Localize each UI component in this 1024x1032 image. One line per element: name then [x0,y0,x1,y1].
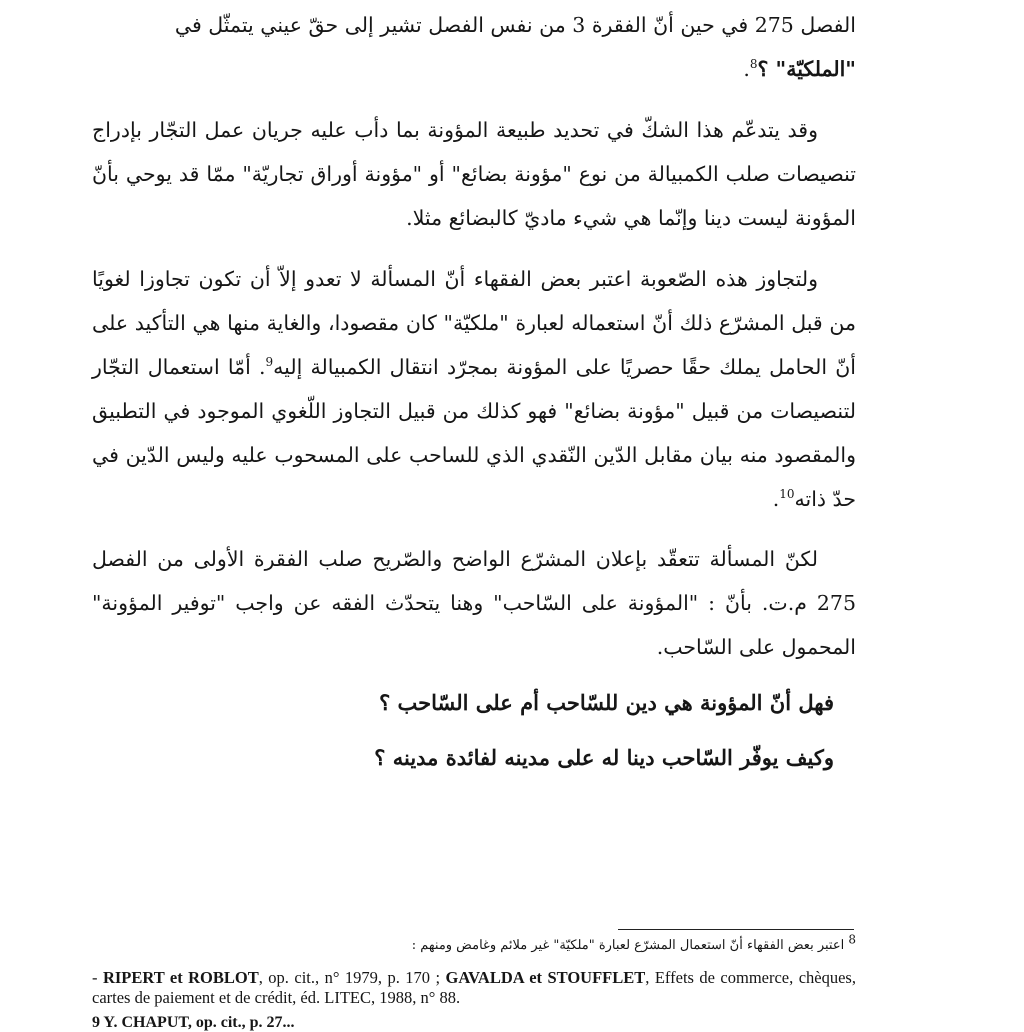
footnote-ref-8: 8 [749,57,758,72]
footnote-author-2: GAVALDA et STOUFFLET [445,968,646,987]
paragraph-3-part-3: . [772,487,780,511]
footnote-reference-2: , Effets de commerce, chèques, cartes de paiement et de crédit, éd. LITEC, 1988, n° 88. [92,968,856,1007]
question-1: فهل أنّ المؤونة هي دين للسّاحب أم على السّاحب ؟ [379,690,834,715]
footnote-8-text: اعتبر بعض الفقهاء أنّ استعمال المشرّع لعبارة "ملكيّة" غير ملائم وغامض ومنهم : [411,938,845,953]
question-2: وكيف يوفّر السّاحب دينا له على مدينه لفائدة مدينه ؟ [374,745,834,770]
paragraph-2-text: وقد يتدعّم هذا الشكّ في تحديد طبيعة المؤونة بما دأب عليه جريان عمل التجّار بإدراج تنصيصات صلب الكمبيالة من نوع "مؤونة بضائع" أو "مؤونة أوراق تجاريّة" ممّا قد يوحي بأنّ المؤونة ليست دينا وإنّما هي شيء ماديّ كالبضائع مثلا. [92,118,856,230]
paragraph-1-line-1: الفصل 275 في حين أنّ الفقرة 3 من نفس الفصل تشير إلى حقّ عيني يتمثّل في [174,13,856,37]
footnote-dash: - [92,968,103,987]
paragraph-4 [92,537,856,669]
footnote-author-1: RIPERT et ROBLOT [102,968,259,987]
paragraph-2 [92,108,856,240]
footnote-separator [618,929,854,930]
footnote-ref-9: 9 [265,355,274,370]
footnote-reference-1: , op. cit., n° 1979, p. 170 ; [258,968,446,987]
paragraph-1: الفصل 275 في حين أنّ الفقرة 3 من نفس الفصل تشير إلى حقّ عيني يتمثّل في "الملكيّة" ؟$^8$. [174,13,856,81]
footnote-8-references [92,968,856,1008]
paragraph-1-line-2: "الملكيّة" ؟ [757,57,856,81]
paragraph-3-part-1: ولتجاوز هذه الصّعوبة اعتبر بعض الفقهاء أنّ المسألة لا تعدو إلاّ أن تكون تجاوزا لغويًا من قبل المشرّع ذلك أنّ استعماله لعبارة "ملكيّة" كان مقصودا، والغاية منها هي التأكيد على أنّ الحامل يملك حقًا حصريًا على المؤونة بمجرّد انتقال الكمبيالة إليه [92,267,857,379]
paragraph-3-part-2: . أمّا استعمال التجّار لتنصيصات من قبيل "مؤونة بضائع" فهو كذلك من قبيل التجاوز اللّغوي الموجود في التطبيق والمقصود منه بيان مقابل الدّين النّقدي الذي للساحب على المسحوب عليه وليس الدّين في حدّ ذاته [92,355,856,511]
footnote-8-number: 8 [848,932,856,947]
paragraph-4-text: لكنّ المسألة تتعقّد بإعلان المشرّع الواضح والصّريح صلب الفقرة الأولى من الفصل 275 م.ت. بأنّ : "المؤونة على السّاحب" وهنا يتحدّث الفقه عن واجب "توفير المؤونة" المحمول على السّاحب. [92,547,856,659]
paragraph-3 [92,257,856,521]
footnote-ref-10: 10 [779,487,795,502]
footnote-9-cut-off: 9 Y. CHAPUT, op. cit., p. 27... [92,1014,295,1031]
footnote-8 [411,932,856,953]
